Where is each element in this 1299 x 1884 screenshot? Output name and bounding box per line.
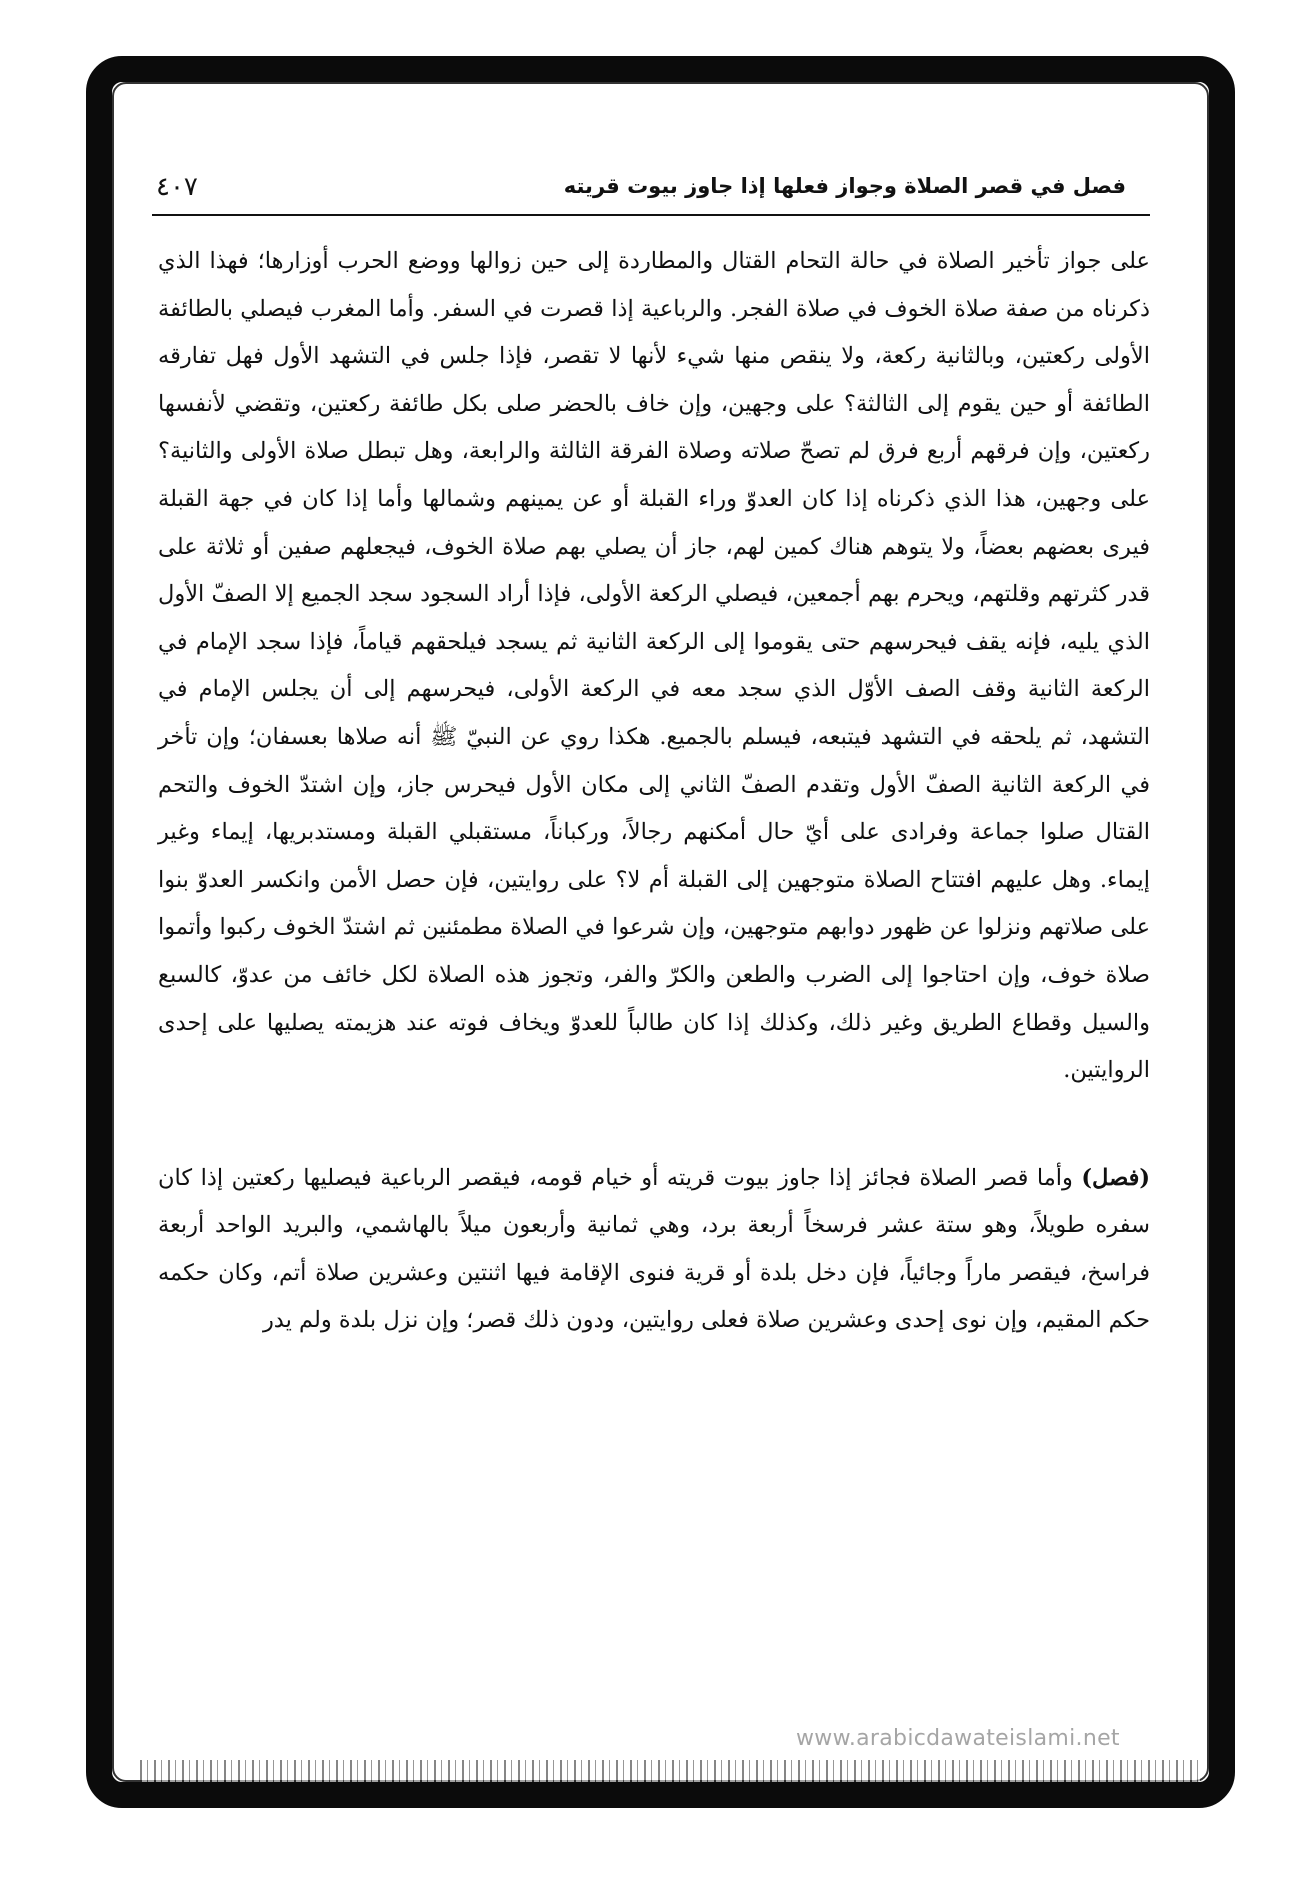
paragraph-2 [158, 1155, 1150, 1345]
running-title: فصل في قصر الصلاة وجواز فعلها إذا جاوز بيوت قريته [563, 174, 1126, 198]
paragraph-2-text: وأما قصر الصلاة فجائز إذا جاوز بيوت قريته أو خيام قومه، فيقصر الرباعية فيصليها ركعتين إذا كان سفره طويلاً، وهو ستة عشر فرسخاً أربعة برد، وهي ثمانية وأربعون ميلاً بالهاشمي، والبريد الواحد أربعة فراسخ، فيقصر ماراً وجائياً، فإن دخل بلدة أو قرية فنوى الإقامة فيها اثنتين وعشرين صلاة أتم، وكان حكمه حكم المقيم، وإن نوى إحدى وعشرين صلاة فعلى روايتين، ودون ذلك قصر؛ وإن نزل بلدة ولم يدر [158, 1164, 1150, 1334]
page-header [152, 168, 1150, 216]
scan-noise-strip [140, 1760, 1200, 1782]
body-text [158, 238, 1150, 1345]
paragraph-gap [158, 1095, 1150, 1155]
page-number: ٤٠٧ [156, 172, 198, 202]
section-label: (فصل) [1081, 1164, 1150, 1191]
paragraph-1: على جواز تأخير الصلاة في حالة التحام القتال والمطاردة إلى حين زوالها ووضع الحرب أوزارها؛ فهذا الذي ذكرناه من صفة صلاة الخوف في صلاة الفجر. والرباعية إذا قصرت في السفر. وأما المغرب فيصلي بالطائفة الأولى ركعتين، وبالثانية ركعة، ولا ينقص منها شيء لأنها لا تقصر، فإذا جلس في التشهد الأول فهل تفارقه الطائفة أو حين يقوم إلى الثالثة؟ على وجهين، وإن خاف بالحضر صلى بكل طائفة ركعتين، وتقضي لأنفسها ركعتين، وإن فرقهم أربع فرق لم تصحّ صلاته وصلاة الفرقة الثالثة والرابعة، وهل تبطل صلاة الأولى والثانية؟ على وجهين، هذا الذي ذكرناه إذا كان العدوّ وراء القبلة أو عن يمينهم وشمالها وأما إذا كان في جهة القبلة فيرى بعضهم بعضاً، ولا يتوهم هناك كمين لهم، جاز أن يصلي بهم صلاة الخوف، فيجعلهم صفين أو ثلاثة على قدر كثرتهم وقلتهم، ويحرم بهم أجمعين، فيصلي الركعة الأولى، فإذا أراد السجود سجد الجميع إلا الصفّ الأول الذي يليه، فإنه يقف فيحرسهم حتى يقوموا إلى الركعة الثانية ثم يسجد فيلحقهم قياماً، فإذا سجد الإمام في الركعة الثانية وقف الصف الأوّل الذي سجد معه في الركعة الأولى، فيحرسهم إلى أن يجلس الإمام في التشهد، ثم يلحقه في التشهد فيتبعه، فيسلم بالجميع. هكذا روي عن النبيّ ﷺ أنه صلاها بعسفان؛ وإن تأخر في الركعة الثانية الصفّ الأول وتقدم الصفّ الثاني إلى مكان الأول فيحرس جاز، وإن اشتدّ الخوف والتحم القتال صلوا جماعة وفرادى على أيّ حال أمكنهم رجالاً، وركباناً، مستقبلي القبلة ومستدبريها، إيماء وغير إيماء. وهل عليهم افتتاح الصلاة متوجهين إلى القبلة أم لا؟ على روايتين، فإن حصل الأمن وانكسر العدوّ بنوا على صلاتهم ونزلوا عن ظهور دوابهم متوجهين، وإن شرعوا في الصلاة مطمئنين ثم اشتدّ الخوف ركبوا وأتموا صلاة خوف، وإن احتاجوا إلى الضرب والطعن والكرّ والفر، وتجوز هذه الصلاة لكل خائف من عدوّ، كالسبع والسيل وقطاع الطريق وغير ذلك، وكذلك إذا كان طالباً للعدوّ ويخاف فوته عند هزيمته يصليها على إحدى الروايتين. [158, 248, 1150, 1084]
watermark-url: www.arabicdawateislami.net [796, 1726, 1120, 1751]
